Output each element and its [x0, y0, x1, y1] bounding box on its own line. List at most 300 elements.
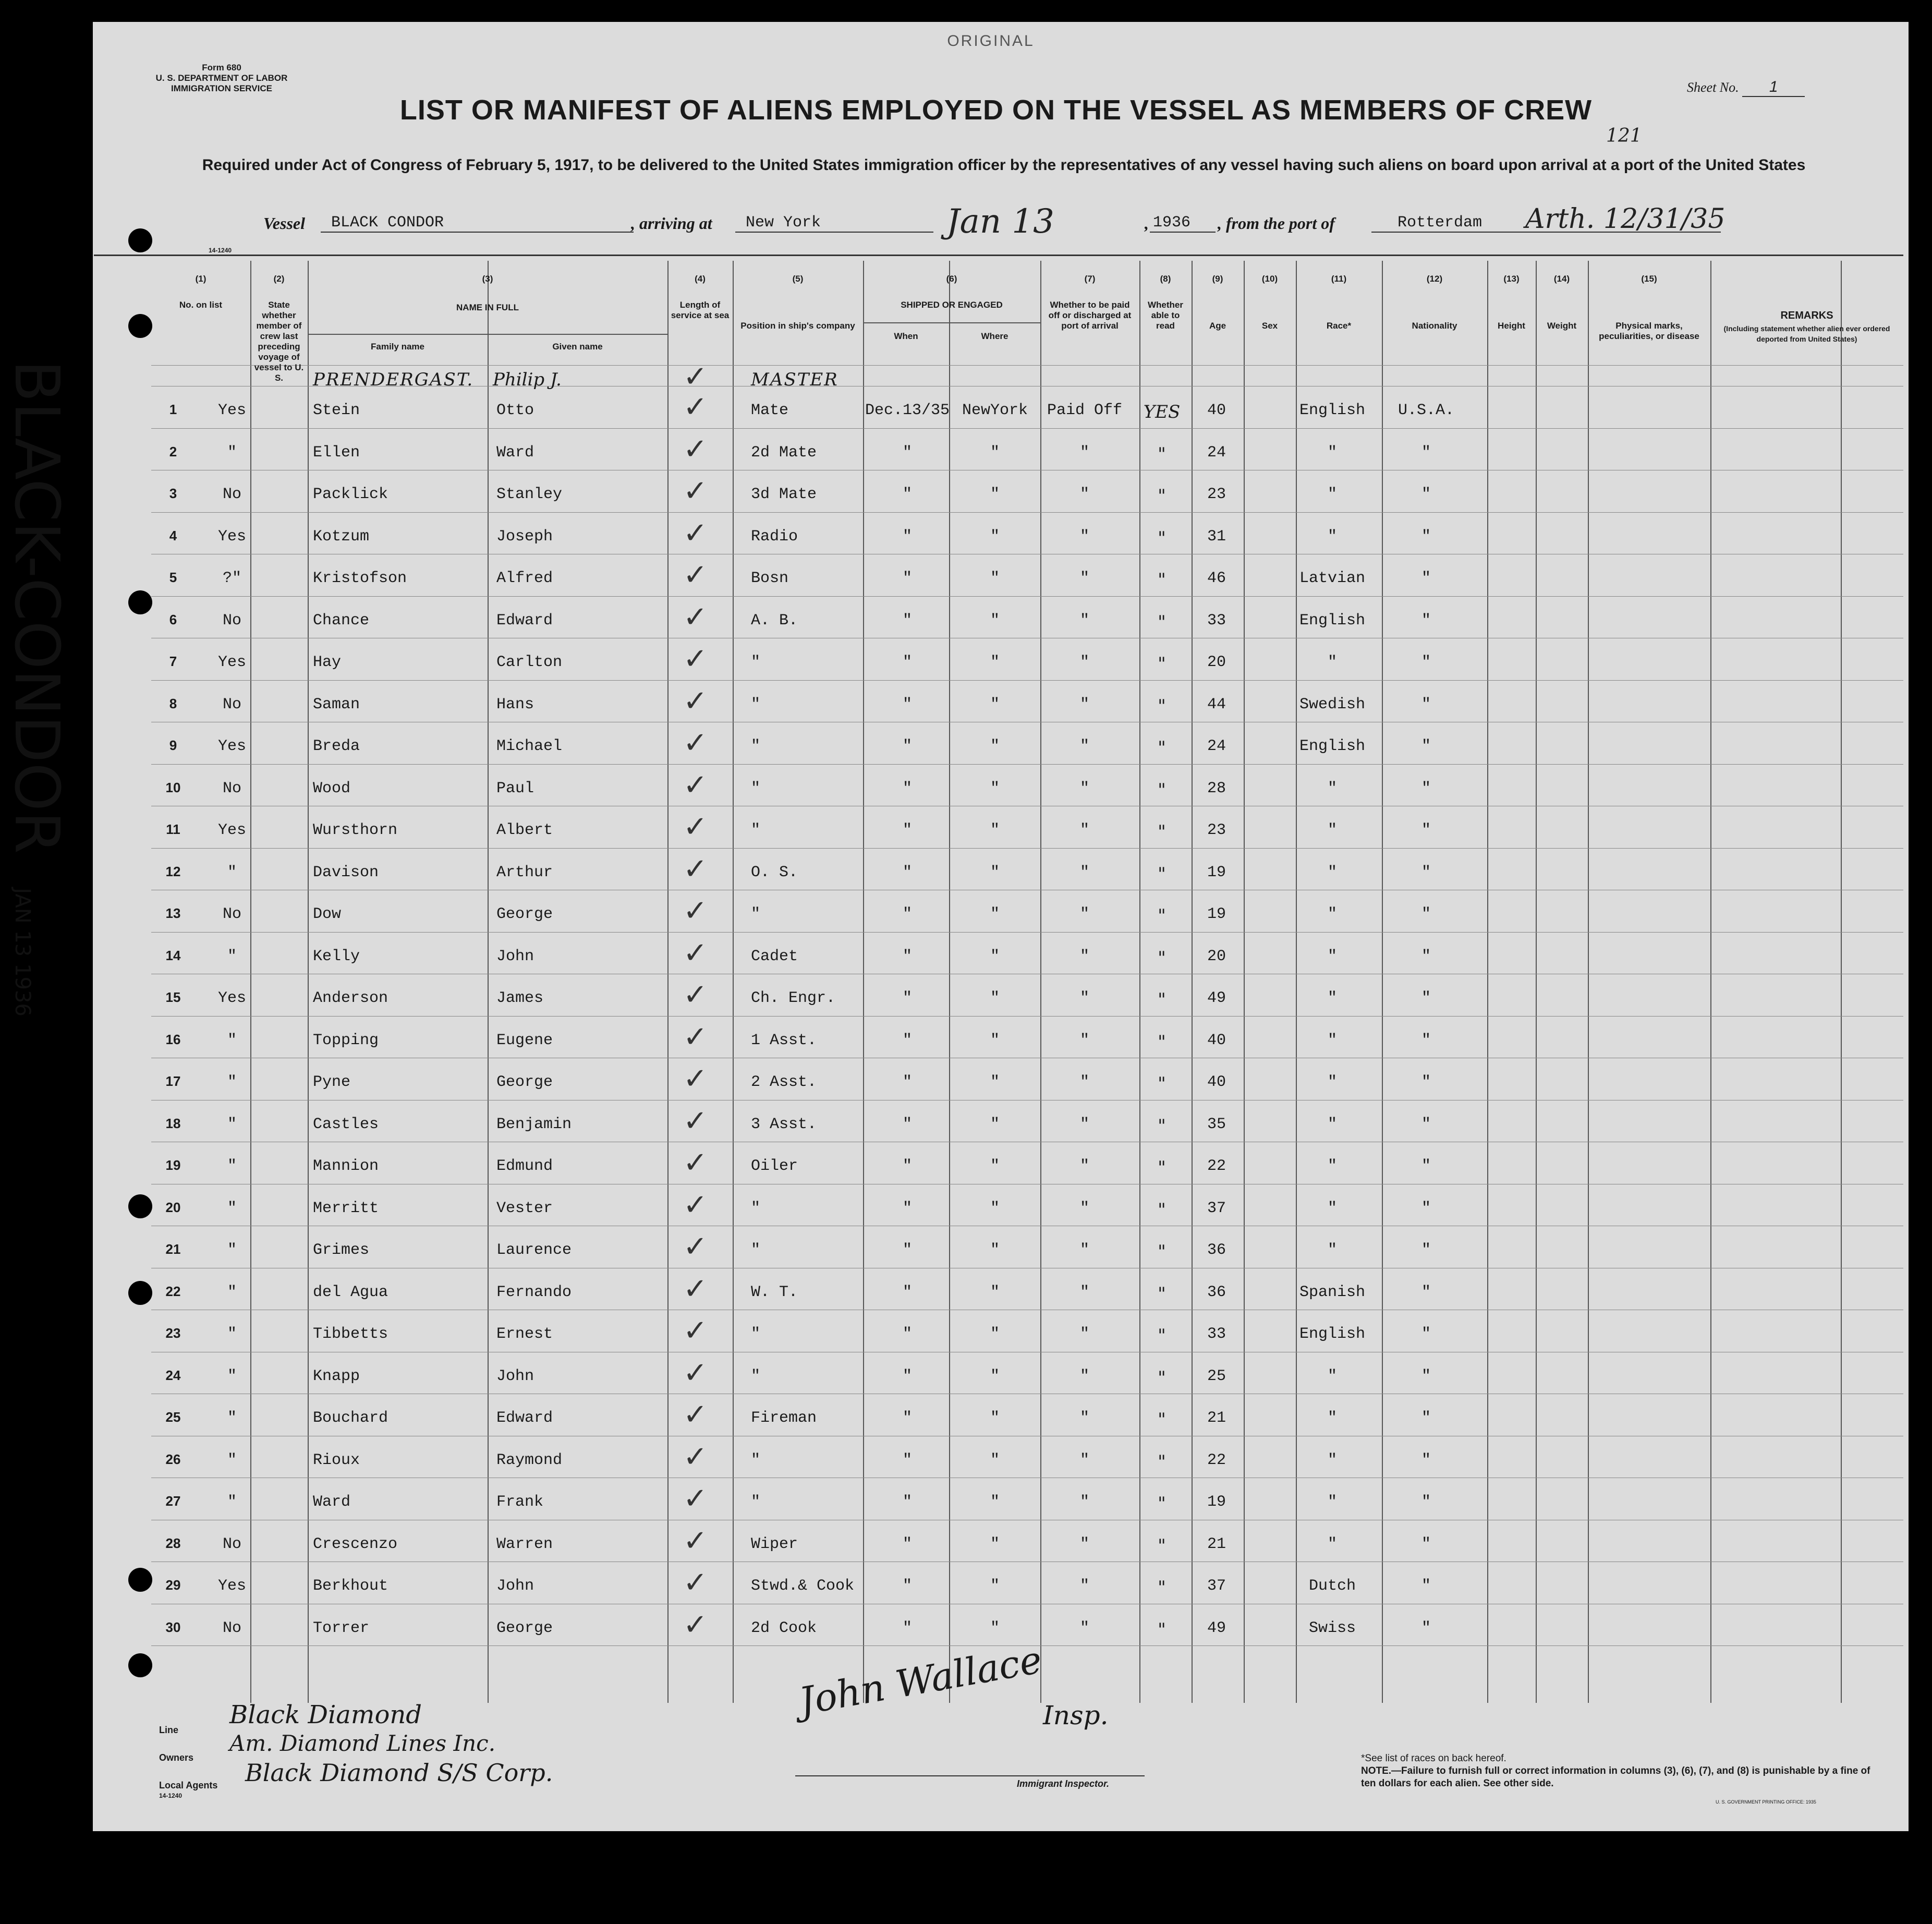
column-divider [1244, 261, 1245, 1703]
paid-off: " [1079, 1073, 1089, 1091]
agents-label: Local Agents [159, 1780, 218, 1790]
prev-voyage: " [227, 443, 237, 462]
nationality: " [1421, 1535, 1431, 1553]
check-mark-icon: ✓ [683, 1439, 708, 1474]
position: 3d Mate [751, 486, 817, 503]
date-note: Arth. 12/31/35 [1525, 203, 1726, 235]
inspector-label: Immigrant Inspector. [1017, 1778, 1110, 1789]
race: " [1327, 1199, 1337, 1217]
able-to-read: " [1158, 779, 1166, 801]
able-to-read: " [1158, 654, 1166, 674]
prev-voyage: " [227, 1073, 237, 1091]
nationality: U.S.A. [1398, 402, 1455, 419]
paid-off: " [1079, 821, 1089, 839]
family-name: Castles [313, 1115, 379, 1133]
able-to-read: " [1158, 863, 1166, 885]
nationality: " [1421, 1451, 1431, 1469]
column-divider [949, 261, 950, 1703]
race: English [1299, 402, 1366, 419]
prev-voyage: " [227, 1325, 237, 1343]
check-mark-icon: ✓ [683, 1566, 708, 1600]
family-name: Torrer [313, 1619, 370, 1637]
given-name: Laurence [496, 1241, 572, 1259]
column-number: (3) [482, 274, 493, 284]
shipped-when: " [902, 1325, 912, 1343]
position: Bosn [751, 570, 789, 587]
check-mark-icon: ✓ [683, 810, 708, 844]
position: Stwd.& Cook [751, 1577, 855, 1595]
race: " [1327, 527, 1337, 546]
shipped-where: " [990, 821, 1000, 839]
shipped-where: " [990, 570, 1000, 587]
shipped-when: " [902, 695, 912, 713]
row-rule [151, 1016, 1903, 1017]
column-header: No. on list [179, 300, 223, 310]
age: 28 [1207, 779, 1226, 797]
family-name: Crescenzo [313, 1535, 398, 1553]
column-divider [1487, 261, 1488, 1703]
age: 25 [1207, 1367, 1226, 1385]
age: 31 [1207, 527, 1226, 546]
paid-off: " [1079, 1115, 1089, 1133]
shipped-where: " [990, 1577, 1000, 1595]
shipped-where: " [990, 1073, 1000, 1091]
column-number: (15) [1641, 274, 1657, 284]
family-name: Kristofson [313, 570, 407, 587]
age: 21 [1207, 1535, 1226, 1553]
check-mark-icon: ✓ [683, 936, 708, 970]
prev-voyage: Yes [217, 654, 246, 671]
prev-voyage: " [227, 1157, 237, 1175]
shipped-when: " [902, 1577, 912, 1595]
nationality: " [1421, 1325, 1431, 1343]
line-label: Line [159, 1725, 179, 1735]
able-to-read: " [1158, 737, 1166, 758]
subheader-given: Given name [552, 342, 603, 352]
paid-off: " [1079, 1367, 1089, 1385]
race: " [1327, 1493, 1337, 1511]
column-number: (6) [946, 274, 957, 284]
family-name: Anderson [313, 989, 388, 1007]
position: A. B. [751, 611, 798, 630]
check-mark-icon: ✓ [683, 1314, 708, 1348]
race: " [1327, 1409, 1337, 1427]
family-name: Breda [313, 737, 360, 755]
nationality: " [1421, 947, 1431, 965]
column-header: NAME IN FULL [456, 302, 519, 312]
position: " [751, 779, 761, 797]
prev-voyage: " [227, 1031, 237, 1049]
check-mark-icon: ✓ [683, 1272, 708, 1306]
punch-hole [128, 314, 152, 338]
master-position: MASTER [751, 369, 839, 390]
able-to-read: " [1158, 1535, 1166, 1556]
column-number: (8) [1160, 274, 1171, 284]
shipped-where: " [990, 443, 1000, 462]
age: 49 [1207, 989, 1226, 1007]
shipped-where: " [990, 1115, 1000, 1133]
shipped-where: " [990, 527, 1000, 546]
row-number: 1 [169, 402, 177, 417]
row-number: 23 [165, 1325, 181, 1341]
nationality: " [1421, 654, 1431, 671]
family-name: Chance [313, 611, 370, 630]
age: 36 [1207, 1283, 1226, 1301]
stamp-date: JAN 13 1936 [10, 888, 34, 1017]
age: 22 [1207, 1451, 1226, 1469]
column-divider [1192, 261, 1193, 1703]
age: 37 [1207, 1577, 1226, 1595]
column-header: REMARKS [1780, 310, 1833, 321]
from-label: , from the port of [1218, 214, 1335, 233]
shipped-where: " [990, 1451, 1000, 1469]
nationality: " [1421, 1031, 1431, 1049]
shipped-when: " [902, 654, 912, 671]
shipped-when: " [902, 1073, 912, 1091]
age: 35 [1207, 1115, 1226, 1133]
paid-off: " [1079, 695, 1089, 713]
shipped-when: " [902, 863, 912, 881]
top-right-mark: 121 [1606, 125, 1642, 147]
prev-voyage: " [227, 1115, 237, 1133]
column-header: SHIPPED OR ENGAGED [901, 300, 1003, 310]
shipped-where: NewYork [962, 402, 1028, 419]
shipped-when: " [902, 905, 912, 923]
age: 19 [1207, 1493, 1226, 1511]
column-header: Height [1498, 321, 1525, 331]
given-name: Frank [496, 1493, 544, 1511]
punch-hole [128, 590, 152, 614]
sheet-label: Sheet No. [1687, 80, 1739, 95]
note-text: NOTE.—Failure to furnish full or correct information in columns (3), (6), (7), and (8) is punishable by a fine of ten dollars for each alien. See other side. [1361, 1765, 1870, 1789]
paid-off: " [1079, 443, 1089, 462]
check-mark-icon: ✓ [683, 1607, 708, 1642]
prev-voyage: Yes [217, 821, 246, 839]
position: 2d Mate [751, 443, 817, 462]
check-mark-icon: ✓ [683, 1482, 708, 1516]
column-number: (13) [1503, 274, 1520, 284]
shipped-where: " [990, 1241, 1000, 1259]
shipped-when: " [902, 486, 912, 503]
race: " [1327, 947, 1337, 965]
age: 20 [1207, 947, 1226, 965]
able-to-read: " [1158, 1451, 1166, 1472]
position: Oiler [751, 1157, 798, 1175]
subheader-family: Family name [371, 342, 424, 352]
position: 3 Asst. [751, 1115, 817, 1133]
column-number: (12) [1426, 274, 1443, 284]
shipped-where: " [990, 654, 1000, 671]
subheader-rule [308, 334, 667, 335]
shipped-when: " [902, 611, 912, 630]
prev-voyage: " [227, 1283, 237, 1301]
able-to-read: " [1158, 989, 1166, 1010]
race: " [1327, 1157, 1337, 1175]
race: Dutch [1308, 1577, 1356, 1595]
nationality: " [1421, 779, 1431, 797]
subheader-where: Where [981, 331, 1008, 341]
column-header: Sex [1261, 321, 1278, 331]
age: 40 [1207, 1073, 1226, 1091]
column-header: Whether to be paid off or discharged at port of arrival [1048, 300, 1132, 331]
row-number: 19 [165, 1157, 181, 1173]
prev-voyage: Yes [217, 1577, 246, 1595]
page-subtitle: Required under Act of Congress of February 5, 1917, to be delivered to the United States immigration officer by the representatives of any vessel having such aliens on board upon arrival at a port of the United States [202, 156, 1806, 174]
inspector-rule [795, 1775, 1145, 1776]
age: 40 [1207, 402, 1226, 419]
column-divider [488, 261, 489, 1703]
check-mark-icon: ✓ [683, 894, 708, 928]
agents-value: Black Diamond S/S Corp. [245, 1759, 553, 1787]
master-given: Philip J. [493, 369, 562, 390]
shipped-where: " [990, 1493, 1000, 1511]
check-mark-icon: ✓ [683, 684, 708, 718]
paid-off: " [1079, 1619, 1089, 1637]
shipped-where: " [990, 1325, 1000, 1343]
form-id-block [141, 63, 302, 94]
able-to-read: " [1158, 1493, 1166, 1514]
family-name: Ward [313, 1493, 351, 1511]
shipped-where: " [990, 486, 1000, 503]
check-mark-icon: ✓ [683, 1188, 708, 1222]
nationality: " [1421, 570, 1431, 587]
able-to-read: " [1158, 1157, 1166, 1178]
column-number: (7) [1084, 274, 1096, 284]
column-divider [1588, 261, 1589, 1703]
shipped-where: " [990, 1283, 1000, 1301]
row-number: 3 [169, 486, 177, 501]
able-to-read: " [1158, 1577, 1166, 1598]
arrival-date: Jan 13 [946, 202, 1054, 241]
age: 23 [1207, 486, 1226, 503]
signature-title: Insp. [1043, 1700, 1109, 1731]
paid-off: " [1079, 570, 1089, 587]
shipped-when: " [902, 947, 912, 965]
check-mark-icon: ✓ [683, 558, 708, 592]
shipped-when: " [902, 989, 912, 1007]
family-name: Kotzum [313, 527, 370, 546]
able-to-read: " [1158, 611, 1166, 633]
given-name: Warren [496, 1535, 553, 1553]
prev-voyage: " [227, 1493, 237, 1511]
paid-off: " [1079, 1577, 1089, 1595]
row-rule [151, 596, 1903, 597]
nationality: " [1421, 1073, 1431, 1091]
family-name: Knapp [313, 1367, 360, 1385]
shipped-where: " [990, 1619, 1000, 1637]
row-number: 27 [165, 1493, 181, 1509]
crew-table [151, 261, 1903, 1703]
age: 19 [1207, 905, 1226, 923]
arriving-label: , arriving at [631, 214, 712, 233]
given-name: George [496, 905, 553, 923]
shipped-where: " [990, 905, 1000, 923]
given-name: Ward [496, 443, 534, 462]
given-name: Hans [496, 695, 534, 713]
family-name: del Agua [313, 1283, 388, 1301]
family-name: Ellen [313, 443, 360, 462]
age: 40 [1207, 1031, 1226, 1049]
shipped-where: " [990, 1367, 1000, 1385]
shipped-when: " [902, 1199, 912, 1217]
check-mark-icon: ✓ [683, 360, 708, 394]
form-service: IMMIGRATION SERVICE [171, 83, 272, 93]
race: " [1327, 1073, 1337, 1091]
nationality: " [1421, 1283, 1431, 1301]
race: " [1327, 1535, 1337, 1553]
column-divider [733, 261, 734, 1703]
age: 22 [1207, 1157, 1226, 1175]
race: Swedish [1299, 695, 1366, 713]
shipped-when: " [902, 1493, 912, 1511]
shipped-where: " [990, 989, 1000, 1007]
row-rule [151, 932, 1903, 933]
given-name: Raymond [496, 1451, 563, 1469]
age: 37 [1207, 1199, 1226, 1217]
paid-off: " [1079, 863, 1089, 881]
shipped-when: " [902, 443, 912, 462]
position: " [751, 821, 761, 839]
master-family: PRENDERGAST. [313, 369, 474, 390]
row-number: 30 [165, 1619, 181, 1635]
race: " [1327, 1241, 1337, 1259]
shipped-where: " [990, 863, 1000, 881]
race: " [1327, 821, 1337, 839]
shipped-when: " [902, 1157, 912, 1175]
position: " [751, 737, 761, 755]
check-mark-icon: ✓ [683, 1062, 708, 1096]
position: 2 Asst. [751, 1073, 817, 1091]
row-rule [151, 680, 1903, 681]
prev-voyage: Yes [217, 402, 246, 419]
year-prefix: , [1145, 214, 1149, 233]
prev-voyage: Yes [217, 527, 246, 546]
nationality: " [1421, 1199, 1431, 1217]
shipped-where: " [990, 1199, 1000, 1217]
given-name: Paul [496, 779, 534, 797]
position: " [751, 1325, 761, 1343]
prev-voyage: No [222, 1535, 241, 1553]
row-number: 29 [165, 1577, 181, 1593]
family-name: Wood [313, 779, 351, 797]
row-number: 5 [169, 570, 177, 585]
agents-code: 14-1240 [159, 1792, 183, 1799]
able-to-read: " [1158, 1325, 1166, 1346]
nationality: " [1421, 821, 1431, 839]
row-rule [151, 365, 1903, 366]
owners-label: Owners [159, 1752, 194, 1763]
family-name: Rioux [313, 1451, 360, 1469]
small-code: 14-1240 [209, 247, 232, 254]
column-header: Length of service at sea [671, 300, 730, 320]
shipped-where: " [990, 779, 1000, 797]
column-divider [308, 261, 309, 1703]
row-number: 6 [169, 611, 177, 627]
owners-value: Am. Diamond Lines Inc. [229, 1731, 496, 1756]
shipped-when: " [902, 1619, 912, 1637]
check-mark-icon: ✓ [683, 1398, 708, 1432]
check-mark-icon: ✓ [683, 642, 708, 676]
column-number: (4) [695, 274, 706, 284]
check-mark-icon: ✓ [683, 726, 708, 760]
check-mark-icon: ✓ [683, 1020, 708, 1054]
column-number: (11) [1331, 274, 1347, 284]
shipped-when: " [902, 1451, 912, 1469]
paid-off: " [1079, 947, 1089, 965]
column-header: State whether member of crew last preceding voyage of vessel to U. S. [254, 300, 304, 383]
family-name: Topping [313, 1031, 379, 1049]
age: 24 [1207, 737, 1226, 755]
position: 2d Cook [751, 1619, 817, 1637]
row-rule [151, 428, 1903, 429]
position: " [751, 654, 761, 671]
position: " [751, 1367, 761, 1385]
prev-voyage: " [227, 1451, 237, 1469]
race: " [1327, 654, 1337, 671]
nationality: " [1421, 443, 1431, 462]
nationality: " [1421, 1241, 1431, 1259]
family-name: Merritt [313, 1199, 379, 1217]
race: English [1299, 1325, 1366, 1343]
column-number: (9) [1212, 274, 1223, 284]
given-name: Edmund [496, 1157, 553, 1175]
check-mark-icon: ✓ [683, 600, 708, 634]
column-header: Physical marks, peculiarities, or disease [1599, 321, 1699, 341]
nationality: " [1421, 1409, 1431, 1427]
given-name: Arthur [496, 863, 553, 881]
prev-voyage: No [222, 486, 241, 503]
position: O. S. [751, 863, 798, 881]
race: " [1327, 1115, 1337, 1133]
shipped-when: " [902, 737, 912, 755]
row-number: 28 [165, 1535, 181, 1551]
original-stamp: ORIGINAL [947, 32, 1035, 50]
able-to-read: " [1158, 947, 1166, 969]
shipped-when: " [902, 779, 912, 797]
nationality: " [1421, 989, 1431, 1007]
inspector-signature: John Wallace [796, 1637, 1046, 1724]
given-name: John [496, 947, 534, 965]
prev-voyage: No [222, 905, 241, 923]
row-number: 26 [165, 1451, 181, 1467]
row-number: 13 [165, 905, 181, 921]
column-divider [1382, 261, 1383, 1703]
row-number: 11 [166, 821, 180, 837]
check-mark-icon: ✓ [683, 390, 708, 424]
able-to-read: " [1158, 443, 1166, 465]
check-mark-icon: ✓ [683, 852, 708, 886]
row-number: 2 [169, 443, 177, 459]
prev-voyage: " [227, 1367, 237, 1385]
able-to-read: " [1158, 695, 1166, 717]
age: 19 [1207, 863, 1226, 881]
family-name: Bouchard [313, 1409, 388, 1427]
prev-voyage: No [222, 611, 241, 630]
able-to-read: " [1158, 527, 1166, 549]
vessel-label: Vessel [263, 214, 305, 233]
nationality: " [1421, 1577, 1431, 1595]
shipped-where: " [990, 947, 1000, 965]
column-header: Nationality [1412, 321, 1457, 331]
paid-off: " [1079, 486, 1089, 503]
prev-voyage: No [222, 695, 241, 713]
departure-port: Rotterdam [1371, 214, 1721, 233]
race: " [1327, 779, 1337, 797]
prev-voyage: Yes [217, 989, 246, 1007]
able-to-read: " [1158, 905, 1166, 926]
race: Latvian [1299, 570, 1366, 587]
row-number: 4 [169, 527, 177, 543]
